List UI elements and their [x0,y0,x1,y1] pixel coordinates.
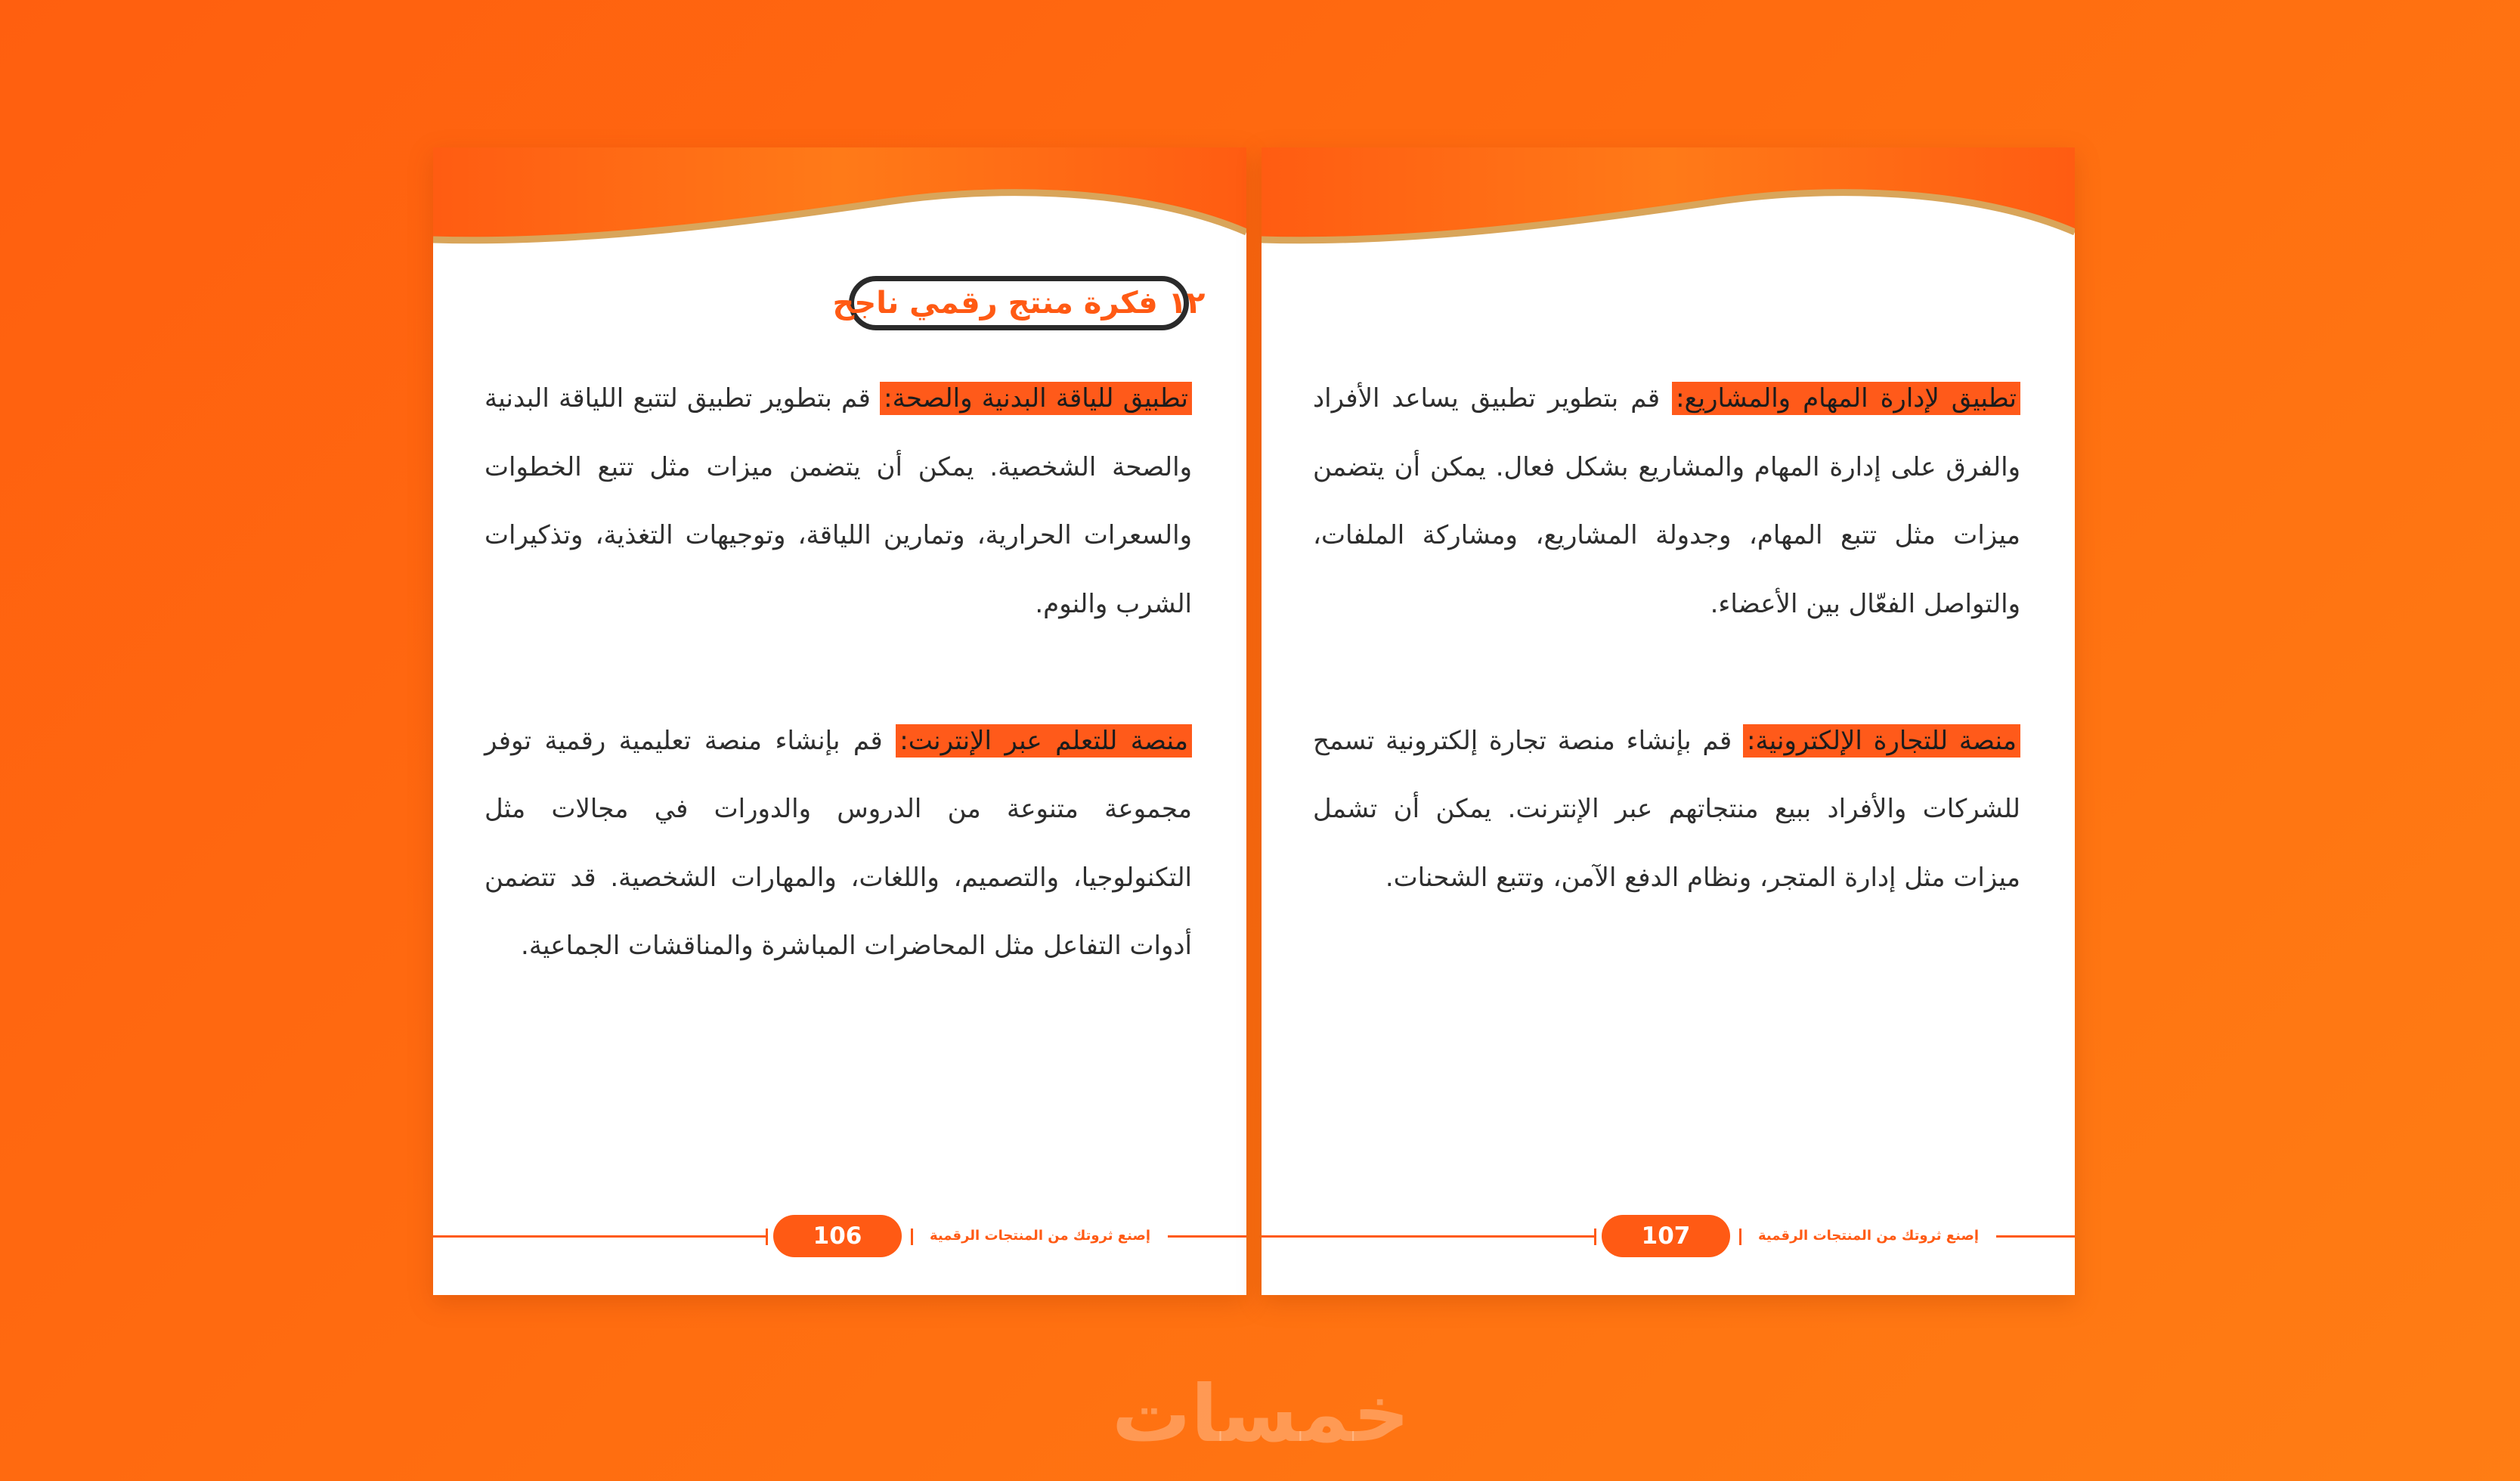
footer-tick [1594,1228,1596,1245]
page-number: 107 [1602,1215,1730,1257]
page-number: 106 [773,1215,902,1257]
footer-tick [1739,1228,1741,1245]
idea-body: قم بتطوير تطبيق يساعد الأفراد والفرق على إدارة المهام والمشاريع بشكل فعال. يمكن أن يتضمن ميزات مثل تتبع المهام، وجدولة المشاريع، ومشاركة الملفات، والتواصل الفعّال بين الأعضاء. [1313,383,2020,619]
idea-heading: منصة للتعلم عبر الإنترنت: [896,724,1192,758]
wave-banner-icon [433,147,1246,261]
book-page-left [433,147,1246,1295]
book-title-footer: إصنع ثروتك من المنتجات الرقمية [929,1228,1151,1244]
page-content [484,364,1192,1049]
footer-divider [1996,1235,2075,1238]
idea-body: قم بإنشاء منصة تجارة إلكترونية تسمح للشركات والأفراد ببيع منتجاتهم عبر الإنترنت. يمكن أن تشمل ميزات مثل إدارة المتجر، ونظام الدفع الآمن، وتتبع الشحنات. [1313,725,2020,893]
page-footer [433,1215,1246,1257]
chapter-title-badge [832,276,1206,330]
idea-heading: تطبيق للياقة البدنية والصحة: [880,382,1192,415]
page-content [1313,364,2020,981]
idea-body: قم بتطوير تطبيق لتتبع اللياقة البدنية والصحة الشخصية. يمكن أن يتضمن ميزات مثل تتبع الخطوات والسعرات الحرارية، وتمارين اللياقة، وتوجيهات التغذية، وتذكيرات الشرب والنوم. [484,383,1192,619]
idea-body: قم بإنشاء منصة تعليمية رقمية توفر مجموعة متنوعة من الدروس والدورات في مجالات مثل التكنولوجيا، والتصميم، واللغات، والمهارات الشخصية. قد تتضمن أدوات التفاعل مثل المحاضرات المباشرة والمناقشات الجماعية. [484,725,1192,961]
footer-tick [766,1228,768,1245]
wave-banner-icon [1262,147,2075,261]
khamsat-watermark: خمسات [1111,1368,1410,1460]
footer-divider [1168,1235,1246,1238]
footer-divider [433,1235,766,1238]
footer-tick [911,1228,913,1245]
footer-divider [1262,1235,1594,1238]
idea-heading: منصة للتجارة الإلكترونية: [1743,724,2020,758]
idea-fitness-app [484,364,1192,638]
page-footer [1262,1215,2075,1257]
idea-task-management-app [1313,364,2020,638]
idea-elearning-platform [484,707,1192,981]
book-page-right [1262,147,2075,1295]
idea-ecommerce-platform [1313,707,2020,912]
chapter-title: ١٢ فكرة منتج رقمي ناجح [832,286,1206,321]
idea-heading: تطبيق لإدارة المهام والمشاريع: [1672,382,2020,415]
book-title-footer: إصنع ثروتك من المنتجات الرقمية [1757,1228,1980,1244]
